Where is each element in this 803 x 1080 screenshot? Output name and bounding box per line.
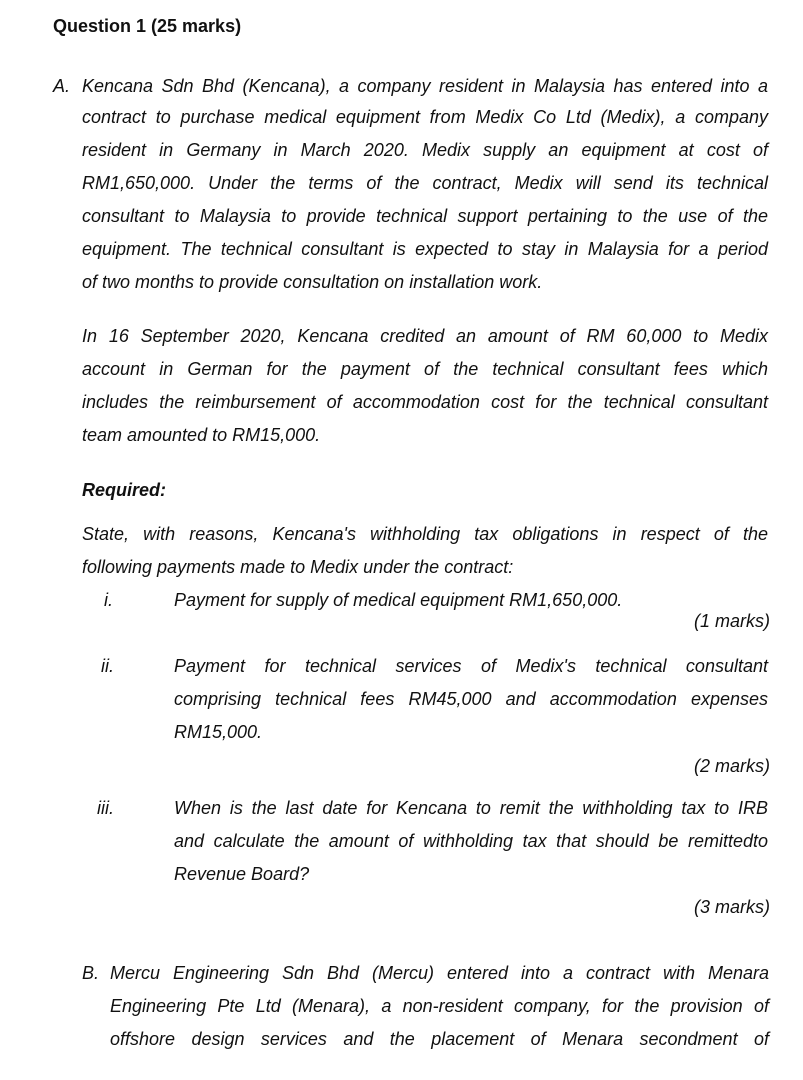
paragraph-line: In 16 September 2020, Kencana credited an amount of RM 60,000 to Medix [82, 326, 768, 346]
sub-question-text: Payment for supply of medical equipment RM1,650,000. [174, 590, 623, 610]
question-title: Question 1 (25 marks) [53, 16, 242, 36]
sub-question-text: comprising technical fees RM45,000 and accommodation expenses [174, 689, 768, 709]
required-heading: Required: [82, 480, 167, 500]
paragraph-line: of two months to provide consultation on installation work. [82, 272, 543, 292]
paragraph-line: contract to purchase medical equipment from Medix Co Ltd (Medix), a company [82, 107, 768, 127]
paragraph-line: following payments made to Medix under the contract: [82, 557, 514, 577]
section-b-label: B. [82, 963, 100, 983]
marks-label: (2 marks) [694, 756, 770, 776]
paragraph-line: offshore design services and the placement of Menara secondment of [110, 1029, 769, 1049]
paragraph-line: Mercu Engineering Sdn Bhd (Mercu) entered into a contract with Menara [110, 963, 769, 983]
sub-question-text: RM15,000. [174, 722, 263, 742]
paragraph-line: resident in Germany in March 2020. Medix supply an equipment at cost of [82, 140, 768, 160]
paragraph-line: includes the reimbursement of accommodation cost for the technical consultant [82, 392, 768, 412]
sub-question-number: i. [104, 590, 113, 610]
sub-question-text: and calculate the amount of withholding tax that should be remittedto [174, 831, 768, 851]
paragraph-line: Kencana Sdn Bhd (Kencana), a company resident in Malaysia has entered into a [82, 76, 768, 96]
paragraph-line: team amounted to RM15,000. [82, 425, 321, 445]
paragraph-line: account in German for the payment of the technical consultant fees which [82, 359, 768, 379]
paragraph-line: equipment. The technical consultant is expected to stay in Malaysia for a period [82, 239, 768, 259]
marks-label: (3 marks) [694, 897, 770, 917]
paragraph-line: RM1,650,000. Under the terms of the contract, Medix will send its technical [82, 173, 768, 193]
marks-label: (1 marks) [694, 611, 770, 631]
sub-question-number: ii. [101, 656, 114, 676]
sub-question-text: When is the last date for Kencana to remit the withholding tax to IRB [174, 798, 768, 818]
section-a-label: A. [53, 76, 71, 96]
sub-question-text: Revenue Board? [174, 864, 310, 884]
paragraph-line: State, with reasons, Kencana's withholding tax obligations in respect of the [82, 524, 768, 544]
sub-question-text: Payment for technical services of Medix's technical consultant [174, 656, 768, 676]
paragraph-line: consultant to Malaysia to provide technical support pertaining to the use of the [82, 206, 768, 226]
paragraph-line: Engineering Pte Ltd (Menara), a non-resident company, for the provision of [110, 996, 769, 1016]
sub-question-number: iii. [97, 798, 114, 818]
